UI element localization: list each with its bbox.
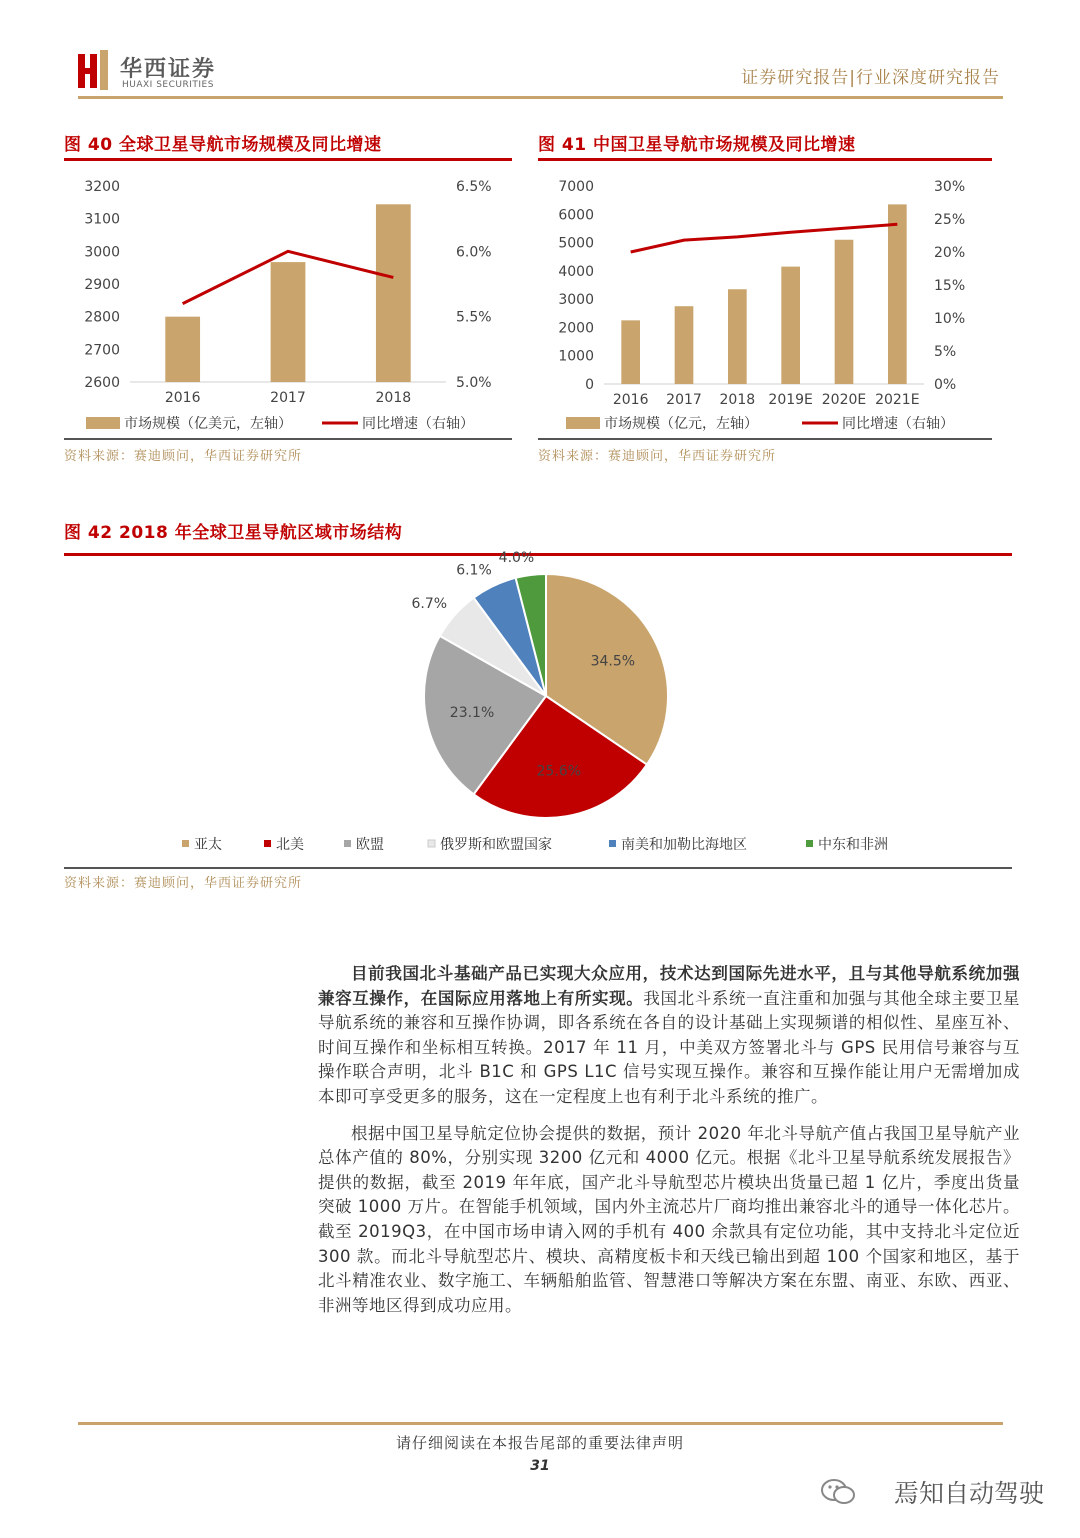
watermark-text: 焉知自动驾驶 [893,1479,1044,1508]
fig41-bar [675,306,694,384]
fig40-legend-bar-swatch [86,417,120,429]
fig40-bottom-rule [64,438,512,440]
pie-legend-swatch [182,840,189,847]
fig40-ytick-left: 3000 [84,244,120,261]
fig40-legend-bar-label: 市场规模（亿美元，左轴） [124,416,292,432]
fig41-ytick-right: 0% [934,377,957,393]
logo-text-cn: 华西证券 [120,57,217,82]
fig40-ytick-left: 3200 [84,179,120,195]
fig41-legend-bar-label: 市场规模（亿元，左轴） [604,416,758,432]
fig41-xtick: 2021E [875,392,920,408]
fig41-ytick-left: 5000 [558,235,594,252]
fig41-ytick-right: 20% [934,245,966,261]
fig40-ytick-left: 2900 [84,277,120,293]
fig41-ytick-right: 5% [934,344,957,360]
paragraph-1 [318,962,1020,1110]
fig41-source: 资料来源：赛迪顾问，华西证券研究所 [538,449,777,464]
pie-legend-label: 欧盟 [356,837,384,853]
pie-legend-swatch [806,840,813,847]
fig42-bottom-rule [64,867,1012,869]
fig40-bar [271,262,306,382]
fig40-title: 图 40 全球卫星导航市场规模及同比增速 [64,135,382,155]
huaxi-logo-icon [78,50,112,90]
fig40-bar [376,204,411,382]
pie-legend-label: 俄罗斯和欧盟国家 [440,837,552,853]
fig41-ytick-right: 15% [934,278,966,294]
fig41-xtick: 2016 [612,392,649,408]
page-number: 31 [530,1458,550,1474]
fig41-ytick-left: 3000 [558,292,594,309]
fig41-ytick-right: 10% [934,311,966,327]
pie-value-label: 34.5% [590,653,636,670]
fig40-top-rule [64,158,512,161]
pie-legend-label: 南美和加勒比海地区 [621,837,747,853]
fig40-chart [64,164,512,436]
pie-value-label: 4.0% [498,550,535,567]
fig41-xtick: 2019E [768,392,813,408]
paragraph-1-lead: 目前我国北斗基础产品已实现大众应用，技术达到国际先进水平，且与其他导航系统加强兼容互操作，在国际应用落地上有所实现。 [318,964,1020,1008]
fig40-ytick-right: 6.0% [456,244,492,261]
fig41-ytick-left: 0 [585,377,594,393]
fig41-xtick: 2020E [821,392,867,408]
header-divider [78,96,1003,99]
fig42-source: 资料来源：赛迪顾问，华西证券研究所 [64,876,303,891]
pie-value-label: 6.7% [411,596,448,613]
pie-value-label: 6.1% [456,562,492,579]
fig41-ytick-left: 6000 [558,207,594,224]
fig40-xtick: 2017 [270,390,306,406]
pie-legend-swatch [344,840,351,847]
fig41-title: 图 41 中国卫星导航市场规模及同比增速 [538,135,856,155]
fig41-ytick-left: 1000 [558,348,594,365]
pie-legend-swatch [264,840,271,847]
fig41-bar [781,267,800,384]
fig40-ytick-right: 6.5% [456,179,492,195]
pie-legend-label: 北美 [276,837,304,853]
fig40-bar [165,317,200,382]
fig41-ytick-right: 30% [934,179,966,195]
pie-legend-label: 中东和非洲 [818,837,888,853]
fig40-xtick: 2018 [375,390,412,406]
fig41-xtick: 2017 [666,392,702,408]
fig40-ytick-right: 5.0% [456,375,492,391]
pie-legend-label: 亚太 [194,837,222,853]
pie-value-label: 23.1% [449,704,495,721]
fig42-title: 图 42 2018 年全球卫星导航区域市场结构 [64,523,403,543]
fig40-ytick-right: 5.5% [456,309,492,326]
fig40-ytick-left: 2800 [84,309,120,326]
report-type: 证券研究报告|行业深度研究报告 [741,68,1000,88]
fig41-legend-bar-swatch [566,417,600,429]
fig42-top-rule [64,553,1012,556]
logo-text-en: HUAXI SECURITIES [122,80,214,90]
wechat-icon [821,1478,855,1506]
paragraph-1-rest: 我国北斗系统一直注重和加强与其他全球主要卫星导航系统的兼容和互操作协调，即各系统在各自的设计基础上实现频谱的相似性、星座互补、时间互操作和坐标相互转换。2017 年 11 月，中美双方签署北斗与 GPS 民用信号兼容与互操作联合声明，北斗 B1C 和 GPS L1C 信号实现互操作。兼容和互操作能让用户无需增加成本即可享受更多的服务，这在一定程度上也有利于北斗系统的推广。 [318,988,1020,1106]
fig41-bar [835,240,854,384]
footer-divider [78,1422,1003,1425]
fig40-ytick-left: 3100 [84,211,120,228]
fig41-chart [538,164,992,436]
body-text [318,962,1020,1318]
fig41-ytick-right: 25% [934,212,966,228]
fig41-xtick: 2018 [719,392,756,408]
legal-disclaimer: 请仔细阅读在本报告尾部的重要法律声明 [395,1434,684,1452]
fig41-growth-line [631,224,898,252]
fig40-ytick-left: 2700 [84,342,120,359]
fig41-bar [888,204,907,384]
fig41-bottom-rule [538,438,992,440]
fig40-xtick: 2016 [164,390,201,406]
fig41-ytick-left: 7000 [558,179,594,195]
fig41-bar [728,289,747,384]
fig41-ytick-left: 2000 [558,320,594,337]
paragraph-2: 根据中国卫星导航定位协会提供的数据，预计 2020 年北斗导航产值占我国卫星导航产业总体产值的 80%，分别实现 3200 亿元和 4000 亿元。根据《北斗卫星导航系统发展报告》提供的数据，截至 2019 年年底，国产北斗导航型芯片模块出货量已超 1 亿片，季度出货量突破 1000 万片。在智能手机领域，国内外主流芯片厂商均推出兼容北斗的通导一体化芯片。截至 2019Q3，在中国市场申请入网的手机有 400 余款具有定位功能，其中支持北斗定位近 300 款。而北斗导航型芯片、模块、高精度板卡和天线已输出到超 100 个国家和地区，基于北斗精准农业、数字施工、车辆船舶监管、智慧港口等解决方案在东盟、南亚、东欧、西亚、非洲等地区得到成功应用。 [318,1123,1020,1315]
pie-legend-swatch [428,840,435,847]
fig40-source: 资料来源：赛迪顾问，华西证券研究所 [64,449,303,464]
pie-value-label: 25.6% [536,763,582,780]
fig42-chart [64,550,1012,865]
pie-legend-swatch [609,840,616,847]
fig41-bar [621,320,640,384]
fig40-ytick-left: 2600 [84,375,120,391]
fig41-top-rule [538,158,992,161]
fig41-ytick-left: 4000 [558,263,594,280]
fig41-legend-line-label: 同比增速（右轴） [842,416,954,432]
fig40-legend-line-label: 同比增速（右轴） [362,416,474,432]
